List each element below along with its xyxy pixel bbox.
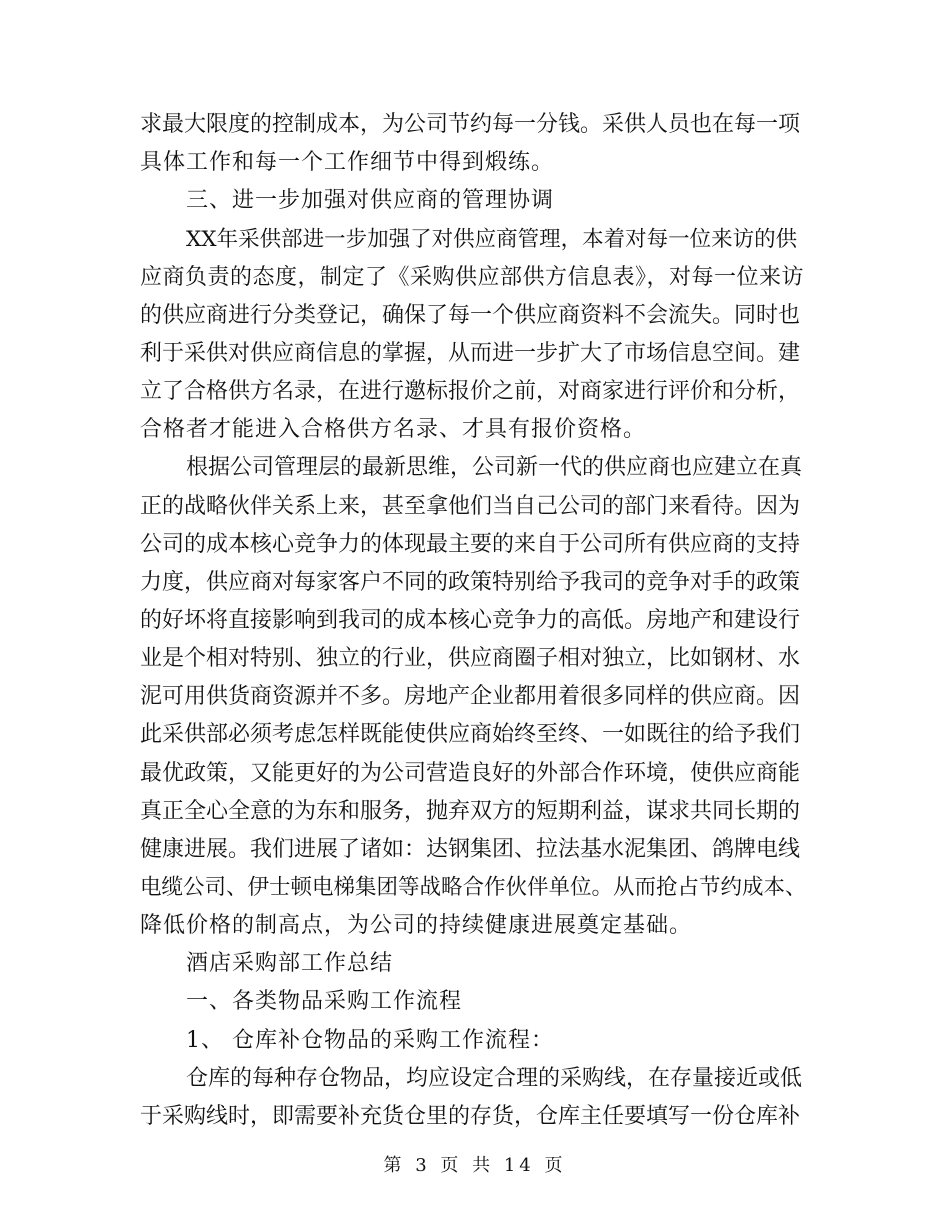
text-line-21: 电缆公司、伊士顿电梯集团等战略合作伙伴单位。从而抢占节约成本、 — [140, 875, 807, 900]
text-line-1: 求最大限度的控制成本，为公司节约每一分钱。采供人员也在每一项 — [140, 112, 801, 137]
text-line-16: 泥可用供货商资源并不多。房地产企业都用着很多同样的供应商。因 — [140, 684, 801, 709]
text-line-13: 力度，供应商对每家客户不同的政策特别给予我司的竞争对手的政策 — [140, 570, 801, 595]
text-line-26: 仓库的每种存仓物品，均应设定合理的采购线，在存量接近或低 — [186, 1066, 803, 1091]
text-line-20: 健康进展。我们进展了诸如：达钢集团、拉法基水泥集团、鸽牌电线 — [140, 837, 801, 862]
text-line-27: 于采购线时，即需要补充货仓里的存货，仓库主任要填写一份仓库补 — [140, 1104, 801, 1129]
text-line-15: 业是个相对特别、独立的行业，供应商圈子相对独立，比如钢材、水 — [140, 646, 801, 671]
text-line-7: 利于采供对供应商信息的掌握，从而进一步扩大了市场信息空间。建 — [140, 341, 801, 366]
text-line-17: 此采供部必须考虑怎样既能使供应商始终至终、一如既往的给予我们 — [140, 722, 801, 747]
text-line-11: 正的战略伙伴关系上来，甚至拿他们当自己公司的部门来看待。因为 — [140, 494, 801, 519]
page-footer: 第 3 页 共 14 页 — [383, 1155, 567, 1176]
section-heading-24: 一、各类物品采购工作流程 — [186, 989, 463, 1014]
text-line-14: 的好坏将直接影响到我司的成本核心竞争力的高低。房地产和建设行 — [140, 608, 801, 633]
text-line-8: 立了合格供方名录，在进行邀标报价之前，对商家进行评价和分析， — [140, 379, 801, 404]
section-heading-23: 酒店采购部工作总结 — [186, 951, 394, 976]
section-heading-3: 三、进一步加强对供应商的管理协调 — [186, 188, 555, 213]
text-line-19: 真正全心全意的为东和服务，抛弃双方的短期利益，谋求共同长期的 — [140, 799, 801, 824]
text-line-6: 的供应商进行分类登记，确保了每一个供应商资料不会流失。同时也 — [140, 303, 801, 328]
text-line-2: 具体工作和每一个工作细节中得到煅练。 — [140, 150, 555, 175]
text-line-18: 最优政策，又能更好的为公司营造良好的外部合作环境，使供应商能 — [140, 761, 801, 786]
text-line-10: 根据公司管理层的最新思维，公司新一代的供应商也应建立在真 — [186, 455, 803, 480]
text-line-5: 应商负责的态度，制定了《采购供应部供方信息表》，对每一位来访 — [140, 265, 805, 290]
text-line-9: 合格者才能进入合格供方名录、才具有报价资格。 — [140, 417, 647, 442]
text-line-4: XX年采供部进一步加强了对供应商管理，本着对每一位来访的供 — [186, 227, 798, 252]
text-line-22: 降低价格的制高点，为公司的持续健康进展奠定基础。 — [140, 913, 693, 938]
subheading-25: 1、 仓库补仓物品的采购工作流程： — [186, 1028, 554, 1053]
text-line-12: 公司的成本核心竞争力的体现最主要的来自于公司所有供应商的支持 — [140, 532, 801, 557]
